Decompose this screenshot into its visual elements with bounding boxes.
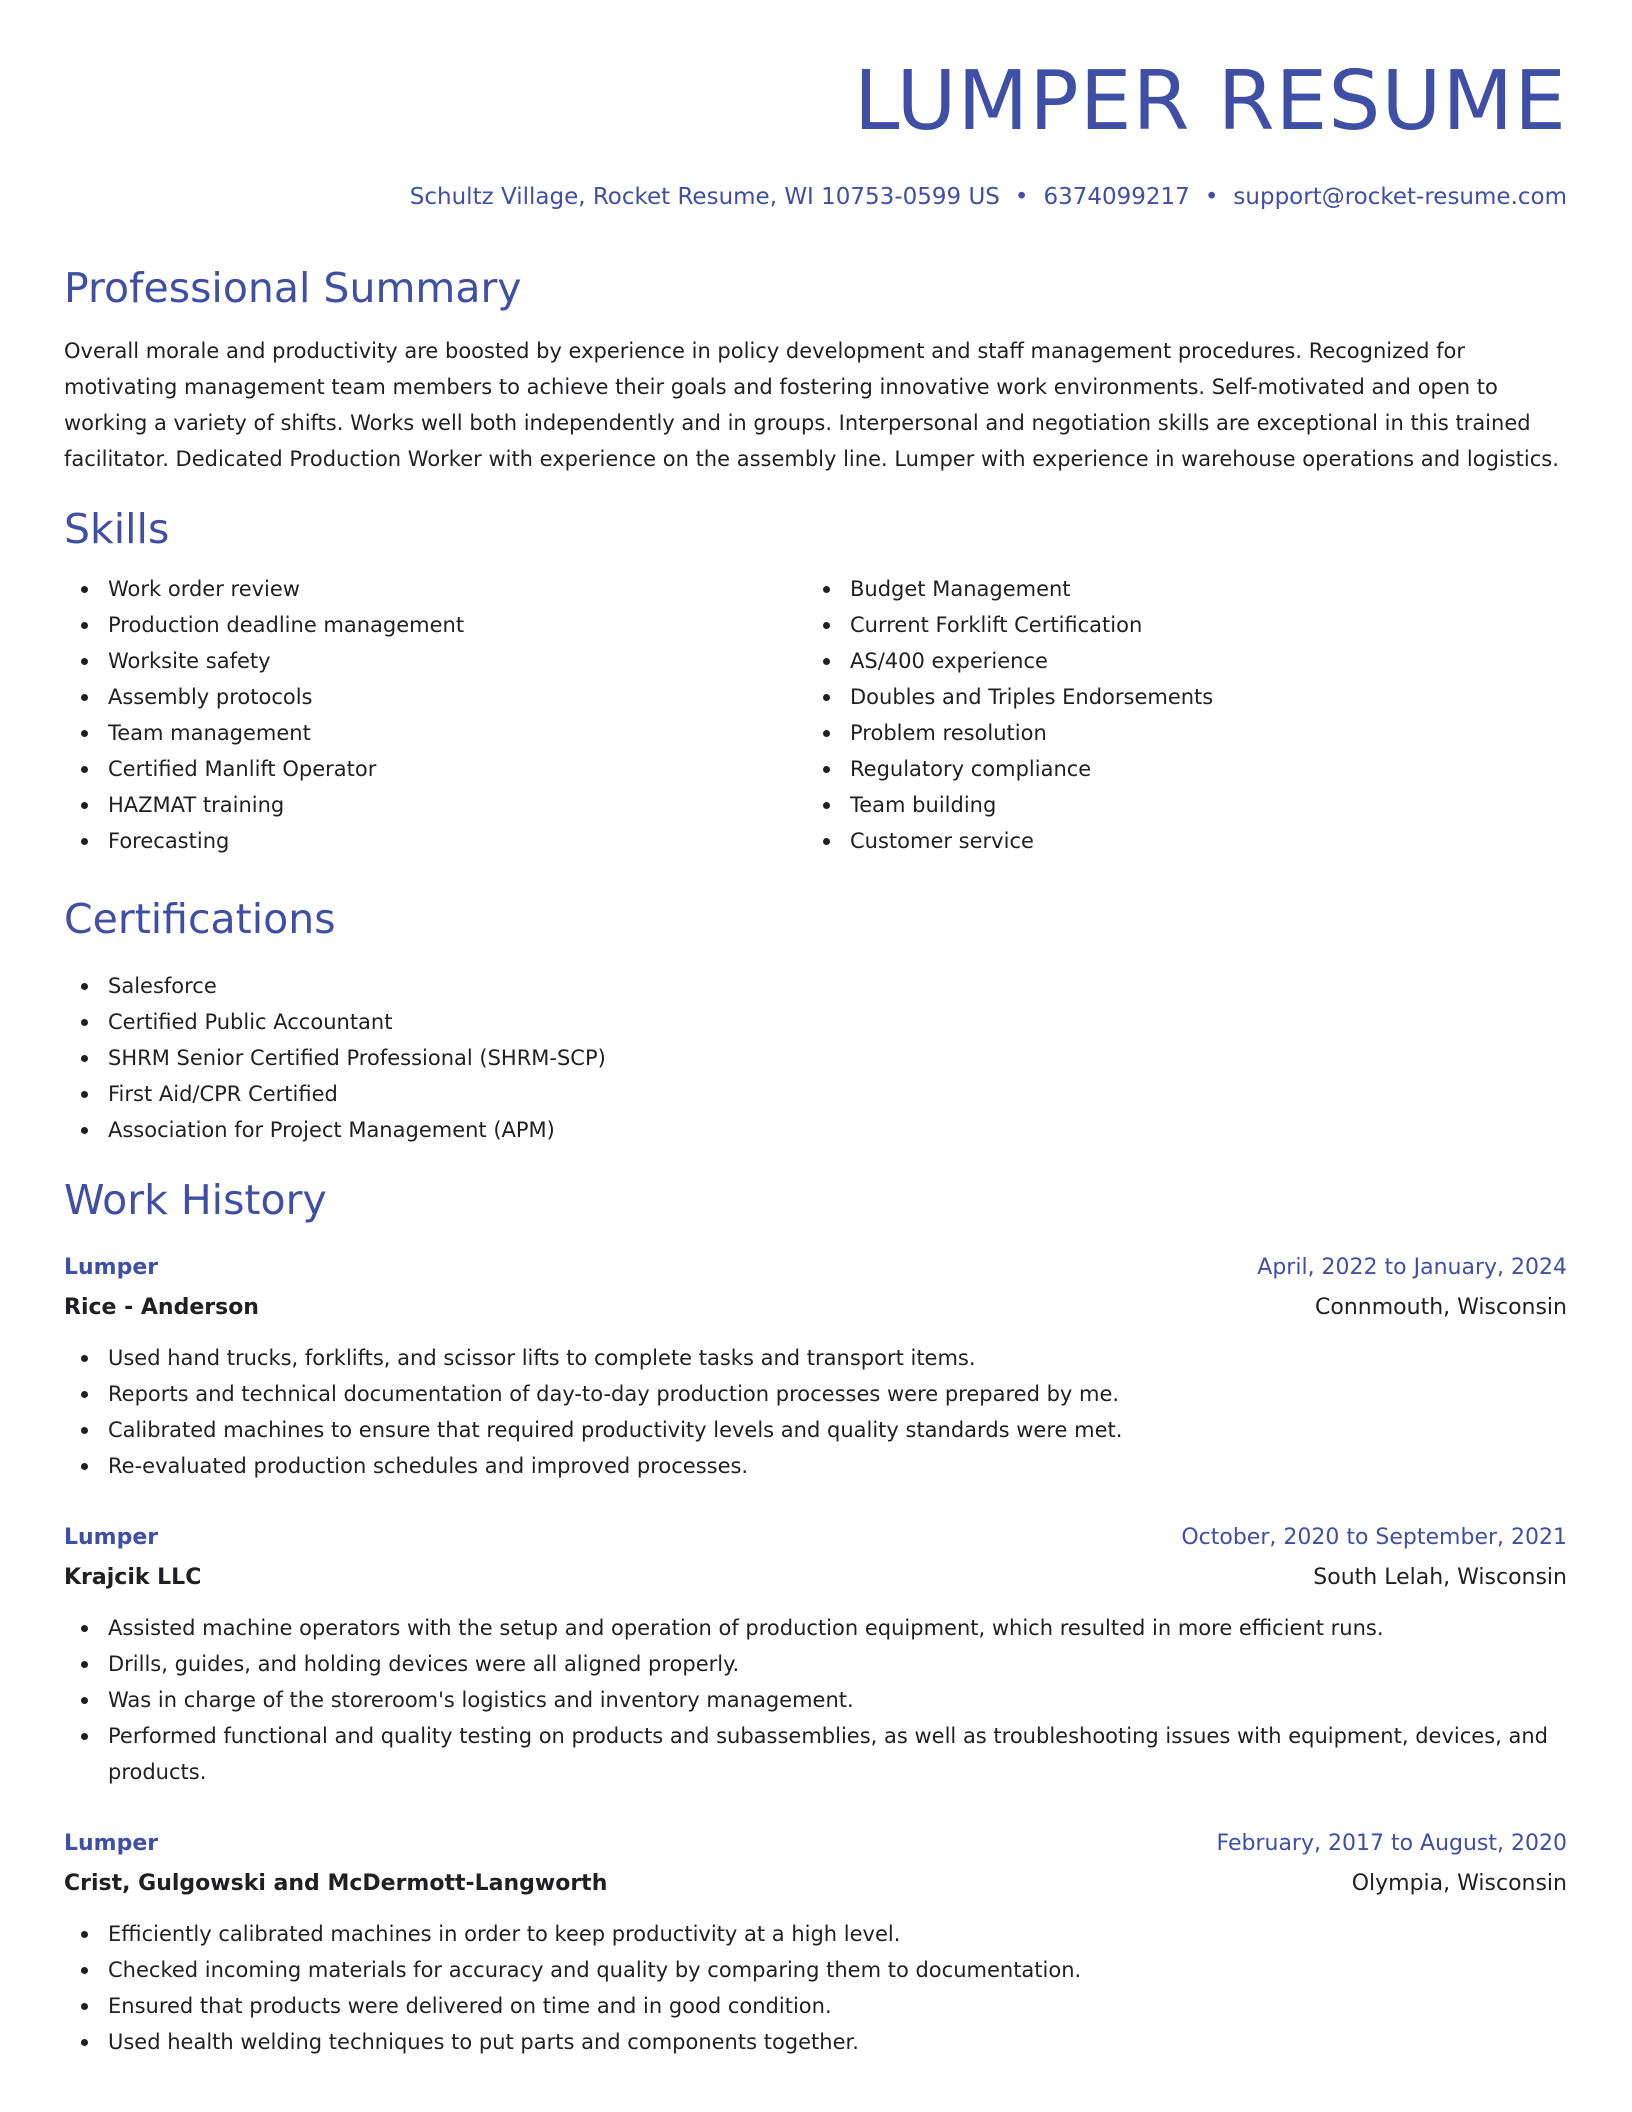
job-duty: Efficiently calibrated machines in order to keep productivity at a high level. — [64, 1916, 1567, 1952]
skill-item: Work order review — [64, 571, 784, 607]
skills-list-left — [64, 571, 784, 859]
certifications-list — [64, 968, 1064, 1148]
job-dates: February, 2017 to August, 2020 — [1216, 1831, 1567, 1856]
summary-heading: Professional Summary — [64, 264, 522, 312]
job-entry — [64, 1824, 1567, 2060]
contact-separator: • — [1204, 184, 1219, 210]
skills-list-right — [806, 571, 1526, 859]
job-duty: Performed functional and quality testing on products and subassemblies, as well as troubleshooting issues with equipment, devices, and products. — [64, 1718, 1567, 1790]
certification-item: SHRM Senior Certified Professional (SHRM-SCP) — [64, 1040, 1064, 1076]
certification-item: Certified Public Accountant — [64, 1004, 1064, 1040]
job-duty: Reports and technical documentation of day-to-day production processes were prepared by me. — [64, 1376, 1567, 1412]
job-employer-row — [64, 1288, 1567, 1328]
job-entry — [64, 1248, 1567, 1484]
job-header-row — [64, 1518, 1567, 1558]
certification-item: Association for Project Management (APM) — [64, 1112, 1064, 1148]
job-location: Connmouth, Wisconsin — [1315, 1295, 1567, 1320]
job-duty: Re-evaluated production schedules and improved processes. — [64, 1448, 1567, 1484]
job-header-row — [64, 1248, 1567, 1288]
job-duty: Ensured that products were delivered on time and in good condition. — [64, 1988, 1567, 2024]
job-dates: October, 2020 to September, 2021 — [1181, 1525, 1567, 1550]
job-duty: Assisted machine operators with the setup and operation of production equipment, which resulted in more efficient runs. — [64, 1610, 1567, 1646]
skill-item: Assembly protocols — [64, 679, 784, 715]
job-duty: Drills, guides, and holding devices were all aligned properly. — [64, 1646, 1567, 1682]
job-duties-list — [64, 1916, 1567, 2060]
skill-item: Doubles and Triples Endorsements — [806, 679, 1526, 715]
work-history-heading: Work History — [64, 1176, 327, 1224]
job-duty: Checked incoming materials for accuracy and quality by comparing them to documentation. — [64, 1952, 1567, 1988]
certifications-heading: Certifications — [64, 895, 336, 943]
job-header-row — [64, 1824, 1567, 1864]
skill-item: Team building — [806, 787, 1526, 823]
job-location: Olympia, Wisconsin — [1351, 1871, 1567, 1896]
job-employer-row — [64, 1864, 1567, 1904]
certification-item: Salesforce — [64, 968, 1064, 1004]
job-employer-row — [64, 1558, 1567, 1598]
skill-item: Forecasting — [64, 823, 784, 859]
skill-item: Certified Manlift Operator — [64, 751, 784, 787]
skill-item: AS/400 experience — [806, 643, 1526, 679]
skills-heading: Skills — [64, 505, 170, 553]
skill-item: Worksite safety — [64, 643, 784, 679]
skill-item: Problem resolution — [806, 715, 1526, 751]
contact-email-link[interactable]: support@rocket-resume.com — [1233, 184, 1567, 210]
contact-phone: 6374099217 — [1043, 184, 1190, 210]
job-duties-list — [64, 1340, 1567, 1484]
job-duty: Used hand trucks, forklifts, and scissor lifts to complete tasks and transport items. — [64, 1340, 1567, 1376]
job-dates: April, 2022 to January, 2024 — [1257, 1255, 1567, 1280]
job-location: South Lelah, Wisconsin — [1313, 1565, 1567, 1590]
job-title: Lumper — [64, 1831, 159, 1856]
skill-item: Production deadline management — [64, 607, 784, 643]
job-title: Lumper — [64, 1255, 159, 1280]
skill-item: Regulatory compliance — [806, 751, 1526, 787]
contact-line — [410, 180, 1567, 214]
job-duty: Used health welding techniques to put parts and components together. — [64, 2024, 1567, 2060]
job-duty: Calibrated machines to ensure that required productivity levels and quality standards were met. — [64, 1412, 1567, 1448]
contact-separator: • — [1014, 184, 1029, 210]
skill-item: HAZMAT training — [64, 787, 784, 823]
job-title: Lumper — [64, 1525, 159, 1550]
skill-item: Customer service — [806, 823, 1526, 859]
skill-item: Budget Management — [806, 571, 1526, 607]
job-employer: Krajcik LLC — [64, 1565, 202, 1590]
summary-text: Overall morale and productivity are boosted by experience in policy development and staff management procedures. Recognized for motivating management team members to achieve their goals and fostering innovative work environments. Self-motivated and open to working a variety of shifts. Works well both independently and in groups. Interpersonal and negotiation skills are exceptional in this trained facilitator. Dedicated Production Worker with experience on the assembly line. Lumper with experience in warehouse operations and logistics. — [64, 339, 1559, 471]
job-entry — [64, 1518, 1567, 1790]
job-duty: Was in charge of the storeroom's logistics and inventory management. — [64, 1682, 1567, 1718]
skill-item: Team management — [64, 715, 784, 751]
job-duties-list — [64, 1610, 1567, 1790]
certification-item: First Aid/CPR Certified — [64, 1076, 1064, 1112]
contact-address: Schultz Village, Rocket Resume, WI 10753-0599 US — [409, 184, 1000, 210]
resume-name: LUMPER RESUME — [853, 54, 1567, 149]
job-employer: Crist, Gulgowski and McDermott-Langworth — [64, 1871, 608, 1896]
job-employer: Rice - Anderson — [64, 1295, 259, 1320]
skill-item: Current Forklift Certification — [806, 607, 1526, 643]
